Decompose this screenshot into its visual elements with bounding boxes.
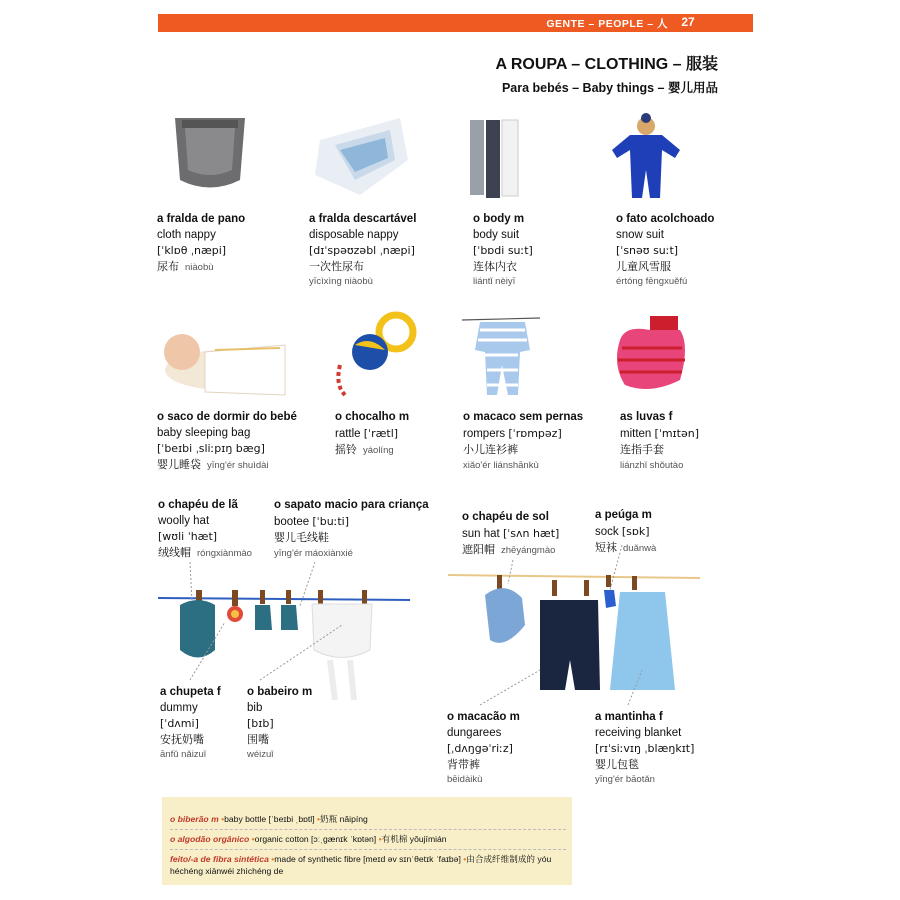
entry-ipa: [dɪˈspəʊzəbl ˌnæpi] — [309, 244, 415, 257]
sock-image — [604, 575, 616, 608]
entry-woolly-hat — [158, 498, 252, 561]
cloth-nappy-image — [175, 118, 245, 188]
entry-pinyin: yīng'ér máoxiànxié — [274, 547, 353, 559]
divider — [170, 829, 566, 830]
entry-ipa: [ˈbɒdi suːt] — [473, 244, 533, 257]
rattle-image — [338, 315, 413, 395]
entry-pt: o body m — [473, 213, 525, 225]
footer-pinyin: nǎipíng — [339, 814, 368, 824]
entry-pinyin: yīng'ér shuìdài — [207, 459, 269, 471]
entry-pt: o fato acolchoado — [616, 213, 715, 225]
entry-sleeping-bag — [157, 410, 297, 473]
entry-ipa: [ˈrɒmpəz] — [508, 426, 562, 440]
extra-vocabulary-box — [162, 797, 572, 885]
bullet-icon: • — [378, 834, 382, 844]
clothesline-left — [158, 598, 410, 600]
entry-snow-suit — [616, 212, 714, 290]
bootee-image — [255, 590, 298, 630]
footer-pt: feito/-a de fibra sintética — [170, 854, 269, 864]
entry-pt: a fralda de pano — [157, 213, 246, 225]
entry-en: dungarees — [447, 726, 502, 739]
footer-pinyin: yǒujīmián — [409, 834, 447, 844]
entry-ipa: [rɪˈsiːvɪŋ ˌblæŋkɪt] — [595, 742, 695, 755]
entry-sun-hat — [462, 510, 559, 559]
disposable-nappy-image — [315, 118, 408, 195]
entry-en: bootee — [274, 515, 310, 528]
blanket-image — [610, 576, 675, 690]
entry-pinyin: niàobù — [185, 261, 214, 273]
entry-pinyin: duǎnwà — [623, 543, 657, 554]
entry-pt: o macaco sem pernas — [463, 411, 584, 423]
footer-pt: o biberão m — [170, 814, 219, 824]
entry-zh: 婴儿毛线鞋 — [274, 531, 329, 544]
entry-zh: 婴儿包毯 — [595, 757, 639, 771]
entry-pt: o chocalho m — [335, 411, 410, 423]
footer-zh: 有机棉 — [381, 835, 408, 845]
entry-pinyin: értóng fēngxuěfú — [616, 276, 688, 287]
entry-pt: o saco de dormir do bebé — [157, 411, 297, 423]
entry-en: bib — [247, 701, 263, 714]
entry-zh: 背带裤 — [447, 757, 480, 771]
entry-sock — [595, 508, 656, 557]
dummy-image — [227, 590, 243, 622]
entry-zh: 摇铃 — [335, 443, 357, 456]
entry-pinyin: yáolíng — [363, 445, 394, 456]
footer-en: made of synthetic fibre [meɪd əv sɪnˈθetɪk ˈfaɪbə] — [274, 854, 461, 864]
entry-zh: 一次性尿布 — [309, 259, 364, 273]
entry-dummy — [160, 685, 221, 763]
footer-row — [170, 854, 570, 877]
entry-zh: 短袜 — [595, 541, 617, 554]
entry-pinyin: liánzhǐ shǒutào — [620, 459, 684, 471]
entry-zh: 小儿连衫裤 — [463, 443, 518, 456]
entry-zh: 遮阳帽 — [462, 543, 495, 556]
entry-en: dummy — [160, 701, 198, 714]
entry-pt: a chupeta f — [160, 686, 221, 698]
entry-pt: as luvas f — [620, 411, 673, 423]
entry-ipa: [ˈsʌn hæt] — [502, 526, 560, 540]
entry-ipa: [ˈdʌmi] — [160, 717, 199, 730]
entry-rompers — [463, 410, 583, 473]
bullet-icon: • — [463, 854, 467, 864]
entry-en: sock — [595, 525, 619, 538]
entry-cloth-nappy — [157, 212, 245, 275]
entry-en: sun hat — [462, 527, 500, 540]
entry-zh: 儿童风雪服 — [616, 259, 671, 273]
entry-en: baby sleeping bag — [157, 426, 251, 439]
entry-zh: 绒线帽 — [158, 545, 191, 559]
entry-ipa: [ˈrætl] — [363, 426, 399, 440]
entry-pt: o babeiro m — [247, 686, 313, 698]
divider — [170, 849, 566, 850]
entry-body-suit — [473, 212, 533, 290]
entry-en: woolly hat — [158, 514, 210, 527]
entry-pinyin: yīng'ér bāotǎn — [595, 774, 655, 785]
bullet-icon: • — [317, 814, 321, 824]
footer-pt: o algodão orgânico — [170, 834, 250, 844]
entry-pinyin: róngxiànmào — [197, 547, 252, 559]
entry-en: rompers — [463, 427, 506, 440]
entry-mitten — [620, 410, 699, 473]
dungarees-image — [540, 580, 600, 690]
bullet-icon: • — [251, 834, 255, 844]
entry-pt: o macacão m — [447, 711, 520, 723]
entry-zh: 尿布 — [157, 259, 179, 273]
entry-zh: 连体内衣 — [473, 259, 517, 273]
entry-ipa: [wʊli ˈhæt] — [158, 530, 218, 543]
entry-zh: 围嘴 — [247, 732, 269, 746]
entry-bib — [247, 685, 312, 763]
rompers-image — [462, 318, 540, 395]
bullet-icon: • — [271, 854, 275, 864]
entry-pinyin: zhēyángmào — [501, 545, 556, 556]
bullet-icon: • — [221, 814, 225, 824]
footer-zh: 奶瓶 — [320, 815, 338, 825]
entry-ipa: [ˌdʌŋgəˈriːz] — [447, 742, 513, 755]
woolly-hat-image — [180, 590, 215, 658]
entry-en: disposable nappy — [309, 228, 399, 241]
sun-hat-image — [485, 575, 525, 643]
entry-zh: 连指手套 — [620, 443, 664, 456]
section-label: GENTE – PEOPLE – 人 — [546, 18, 668, 30]
body-suit-image — [470, 120, 518, 198]
entry-pt: a fralda descartável — [309, 213, 417, 225]
entry-en: receiving blanket — [595, 726, 682, 739]
clothesline-right — [448, 575, 700, 578]
footer-pinyin: yóu héchéng xiānwéi zhìchéng de — [170, 854, 552, 876]
entry-ipa: [ˈbuːti] — [312, 514, 350, 528]
entry-en: body suit — [473, 228, 520, 241]
footer-zh: 由合成纤维制成的 — [466, 855, 536, 865]
entry-ipa: [bɪb] — [247, 717, 274, 730]
entry-dungarees — [447, 710, 520, 788]
entry-ipa: [ˈklɒθ ˌnæpi] — [157, 244, 227, 257]
entry-en: cloth nappy — [157, 228, 216, 241]
entry-rattle — [335, 410, 409, 459]
bib-image — [312, 590, 372, 700]
entry-ipa: [ˈbeɪbi ˌsliːpɪŋ bæg] — [157, 442, 265, 455]
entry-pinyin: wéizuǐ — [247, 749, 274, 760]
page-number: 27 — [681, 15, 695, 29]
entry-disposable-nappy — [309, 212, 416, 290]
entry-ipa: [ˈmɪtən] — [654, 426, 699, 440]
snow-suit-image — [612, 113, 680, 198]
entry-ipa: [sɒk] — [621, 524, 650, 538]
sleeping-bag-image — [164, 334, 285, 395]
entry-en: snow suit — [616, 228, 664, 241]
footer-row — [170, 814, 368, 826]
entry-pt: a peúga m — [595, 509, 652, 521]
footer-en: baby bottle [ˈbeɪbi ˌbɒtl] — [224, 814, 315, 824]
entry-pinyin: xiǎo'ér liánshānkù — [463, 459, 539, 471]
mitten-image — [617, 316, 685, 389]
page-subtitle: Para bebés – Baby things – 婴儿用品 — [501, 81, 718, 95]
entry-pt: o sapato macio para criança — [274, 499, 429, 511]
entry-en: mitten — [620, 427, 652, 440]
footer-row — [170, 834, 447, 846]
entry-blanket — [595, 710, 694, 788]
entry-pt: o chapéu de sol — [462, 511, 549, 523]
entry-zh: 安抚奶嘴 — [160, 732, 204, 746]
entry-pt: a mantinha f — [595, 711, 663, 723]
entry-bootee — [274, 498, 429, 561]
entry-pinyin: liántǐ nèiyī — [473, 276, 516, 287]
entry-pinyin: yīcìxìng niàobù — [309, 276, 373, 287]
entry-ipa: [ˈsnəʊ suːt] — [616, 244, 679, 257]
entry-zh: 婴儿睡袋 — [157, 457, 201, 471]
entry-pt: o chapéu de lã — [158, 499, 238, 511]
entry-pinyin: bēidàikù — [447, 774, 483, 785]
entry-en: rattle — [335, 427, 361, 440]
entry-pinyin: ānfǔ nǎizuǐ — [160, 749, 206, 760]
footer-en: organic cotton [ɔːˌgænɪk ˈkɒtən] — [254, 834, 377, 844]
page-title: A ROUPA – CLOTHING – 服装 — [495, 56, 718, 73]
